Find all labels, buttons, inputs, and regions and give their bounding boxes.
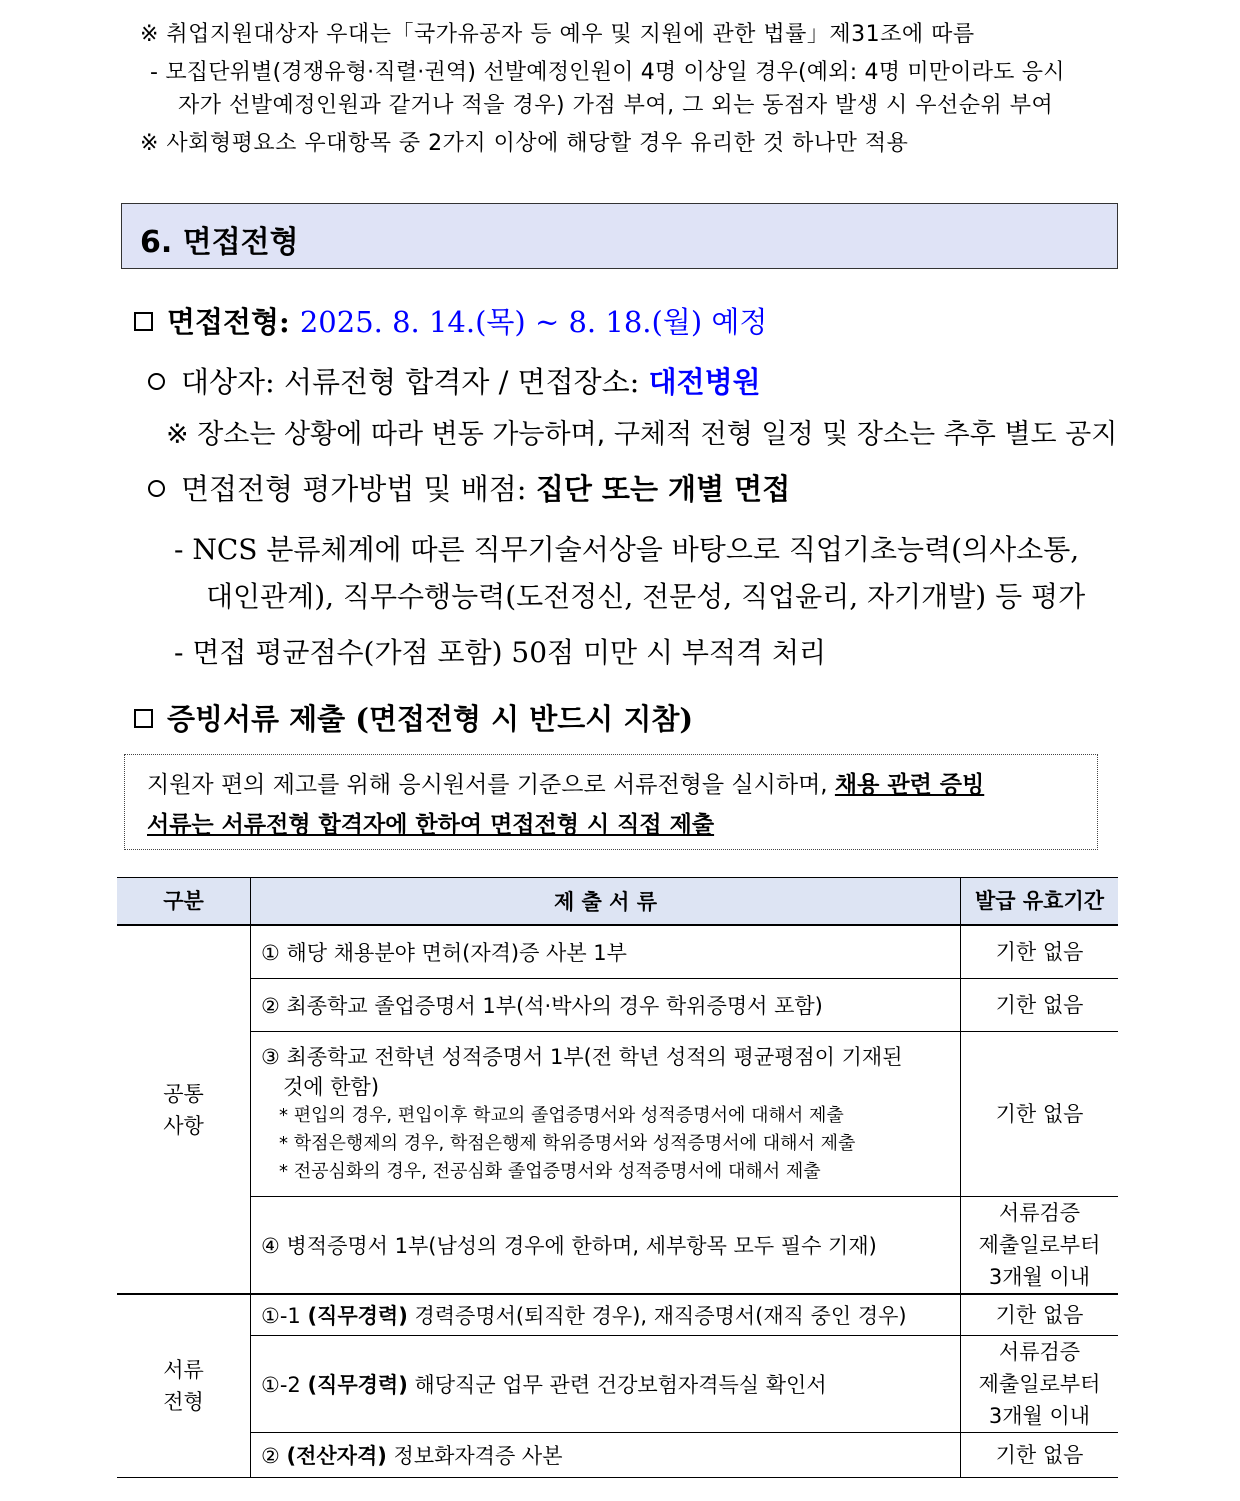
doc-cell (251, 1294, 961, 1336)
validity-line: 제출일로부터 (978, 1372, 1101, 1396)
interview-detail-1b: 대인관계), 직무수행능력(도전정신, 전문성, 직업윤리, 자기개발) 등 평가 (206, 580, 1086, 613)
doc-sub-note: * 전공심화의 경우, 전공심화 졸업증명서와 성적증명서에 대해서 제출 (279, 1161, 821, 1182)
doc-prefix: ② (261, 1444, 287, 1468)
doc-text: 정보화자격증 사본 (386, 1444, 563, 1468)
header-documents: 제 출 서 류 (251, 878, 961, 926)
validity-cell: 기한 없음 (961, 1032, 1119, 1197)
interview-method-value: 집단 또는 개별 면접 (535, 472, 791, 506)
interview-target (148, 360, 761, 401)
doc-line: 것에 한함) (283, 1075, 380, 1099)
doc-tag: (직무경력) (307, 1304, 408, 1328)
notice-bold-text-2: 서류는 서류전형 합격자에 한하여 면접전형 시 직접 제출 (147, 812, 715, 838)
note-bonus-rule-2: 자가 선발예정인원과 같거나 적을 경우) 가점 부여, 그 외는 동점자 발생 시 우선순위 부여 (178, 93, 1054, 118)
doc-text: 경력증명서(퇴직한 경우), 재직증명서(재직 중인 경우) (407, 1304, 907, 1328)
doc-cell: ② 최종학교 졸업증명서 1부(석·박사의 경우 학위증명서 포함) (251, 979, 961, 1032)
checkbox-square-icon (134, 709, 153, 728)
category-screening-l1: 서류 (163, 1358, 204, 1382)
doc-line: ③ 최종학교 전학년 성적증명서 1부(전 학년 성적의 평균평점이 기재된 (261, 1045, 903, 1069)
table-row (117, 1197, 1118, 1295)
interview-schedule (134, 300, 767, 341)
doc-cell (251, 1336, 961, 1433)
validity-cell (961, 1197, 1119, 1295)
notice-line-2 (147, 806, 714, 839)
validity-line: 3개월 이내 (988, 1265, 1091, 1289)
table-row (117, 1433, 1118, 1478)
notice-line-1 (147, 766, 984, 799)
note-bonus-rule-1: - 모집단위별(경쟁유형·직렬·권역) 선발예정인원이 4명 이상일 경우(예외: 4명 미만이라도 응시 (150, 60, 1065, 85)
doc-cell (251, 1433, 961, 1478)
validity-line: 제출일로부터 (978, 1233, 1101, 1257)
circle-bullet-icon (148, 480, 165, 497)
doc-tag: (전산자격) (286, 1444, 387, 1468)
table-row (117, 925, 1118, 979)
section-header (121, 203, 1118, 269)
doc-sub-note: * 학점은행제의 경우, 학점은행제 학위증명서와 성적증명서에 대해서 제출 (279, 1133, 856, 1154)
doc-prefix: ①-2 (261, 1373, 308, 1397)
doc-sub-note: * 편입의 경우, 편입이후 학교의 졸업증명서와 성적증명서에 대해서 제출 (279, 1105, 844, 1126)
interview-method-label: 면접전형 평가방법 및 배점: (181, 472, 536, 506)
section-title: 6. 면접전형 (140, 225, 299, 260)
header-category: 구분 (117, 878, 251, 926)
interview-method (148, 467, 790, 508)
doc-tag: (직무경력) (307, 1373, 408, 1397)
validity-line: 서류검증 (998, 1340, 1081, 1364)
doc-cell: ① 해당 채용분야 면허(자격)증 사본 1부 (251, 925, 961, 979)
interview-venue: 대전병원 (648, 365, 761, 399)
validity-cell: 기한 없음 (961, 925, 1119, 979)
note-social-equity: ※ 사회형평요소 우대항목 중 2가지 이상에 해당할 경우 유리한 것 하나만 적용 (140, 131, 909, 156)
interview-target-label: 대상자: 서류전형 합격자 / 면접장소: (181, 365, 649, 399)
table-row (117, 1336, 1118, 1433)
interview-detail-1a: - NCS 분류체계에 따른 직무기술서상을 바탕으로 직업기초능력(의사소통, (174, 533, 1080, 566)
doc-cell (251, 1032, 961, 1197)
category-screening (117, 1294, 251, 1478)
note-veteran-law: ※ 취업지원대상자 우대는「국가유공자 등 예우 및 지원에 관한 법률」제31조에 따름 (140, 22, 975, 47)
interview-date: 2025. 8. 14.(목) ~ 8. 18.(월) 예정 (299, 305, 768, 339)
documents-notice-box (124, 754, 1098, 850)
doc-cell: ④ 병적증명서 1부(남성의 경우에 한하며, 세부항목 모두 필수 기재) (251, 1197, 961, 1295)
category-common (117, 925, 251, 1294)
doc-prefix: ①-1 (261, 1304, 308, 1328)
validity-line: 3개월 이내 (988, 1404, 1091, 1428)
table-header-row (117, 878, 1118, 926)
validity-cell (961, 1336, 1119, 1433)
interview-label: 면접전형: (167, 305, 300, 339)
table-row (117, 979, 1118, 1032)
validity-line: 서류검증 (998, 1201, 1081, 1225)
validity-cell: 기한 없음 (961, 979, 1119, 1032)
venue-note: ※ 장소는 상황에 따라 변동 가능하며, 구체적 전형 일정 및 장소는 추후 별도 공지 (166, 419, 1118, 450)
checkbox-square-icon (134, 312, 153, 331)
table-row (117, 1032, 1118, 1197)
category-screening-l2: 전형 (163, 1390, 204, 1414)
validity-cell: 기한 없음 (961, 1294, 1119, 1336)
documents-heading-text: 증빙서류 제출 (면접전형 시 반드시 지참) (167, 702, 694, 736)
notice-plain-text: 지원자 편의 제고를 위해 응시원서를 기준으로 서류전형을 실시하며, (147, 772, 835, 798)
interview-detail-2: - 면접 평균점수(가점 포함) 50점 미만 시 부적격 처리 (174, 636, 827, 669)
category-common-l1: 공통 (163, 1081, 204, 1106)
documents-heading (134, 697, 693, 738)
category-common-l2: 사항 (163, 1113, 204, 1138)
validity-cell: 기한 없음 (961, 1433, 1119, 1478)
notice-bold-text-1: 채용 관련 증빙 (834, 772, 985, 798)
doc-text: 해당직군 업무 관련 건강보험자격득실 확인서 (407, 1373, 827, 1397)
header-validity: 발급 유효기간 (961, 878, 1119, 926)
circle-bullet-icon (148, 373, 165, 390)
table-row (117, 1294, 1118, 1336)
documents-table (117, 877, 1118, 1478)
